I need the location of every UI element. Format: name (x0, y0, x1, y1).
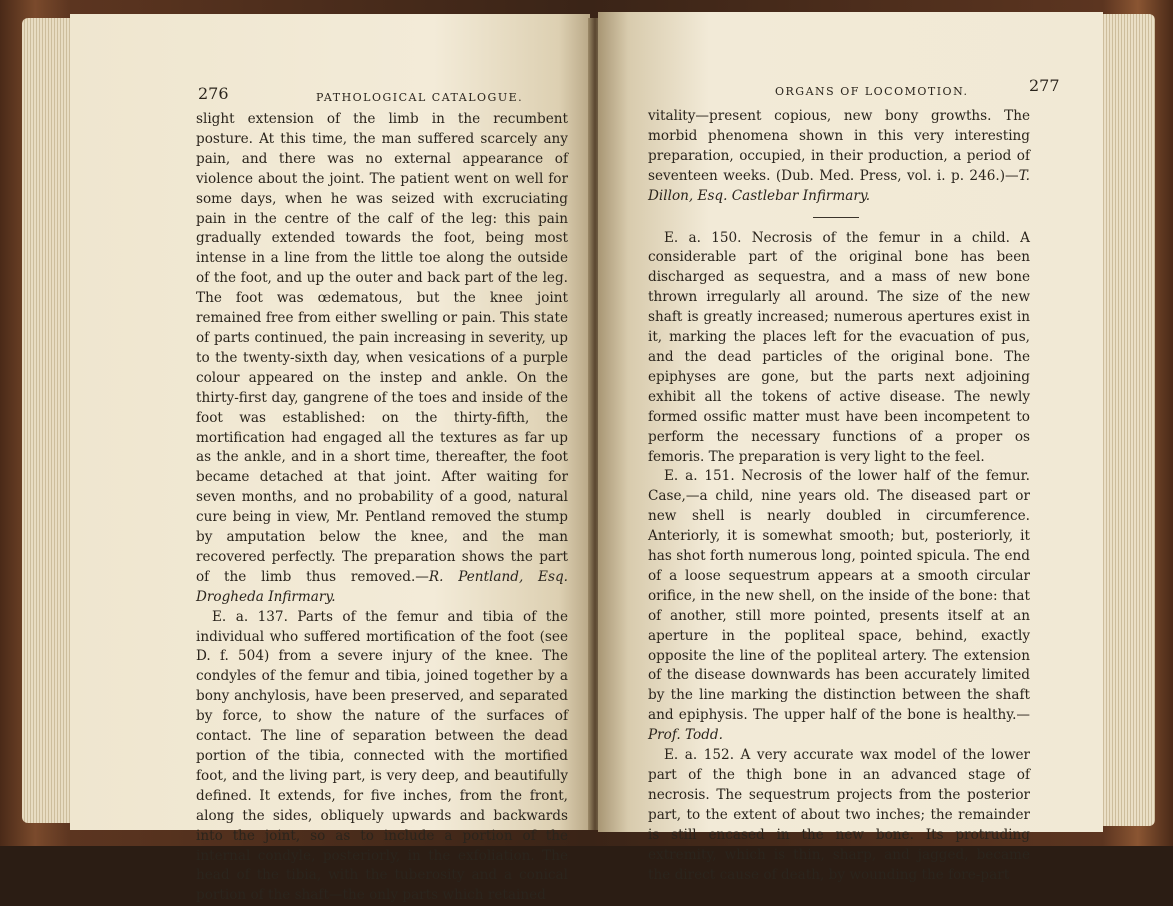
left-page (70, 14, 590, 904)
separator (648, 207, 1030, 229)
paragraph: vitality—present copious, new bony growths. The morbid phenomena shown in this very interesting preparation, occupied, in their production, a period of seventeen weeks. (Dub. Med. Press, vol. i. p. 246.)—T. Dillon, Esq. Castlebar Infirmary. (648, 108, 1030, 204)
paragraph-e-a-137: E. a. 137. Parts of the femur and tibia of the individual who suffered mortification of the foot (see D. f. 504) from a severe injury of the knee. The condyles of the femur and tibia, joined together by a bony anchylosis, have been preserved, and separated by force, to show the nature of the surfaces of contact. The line of separation between the dead portion of the tibia, connected with the mortified foot, and the living part, is very deep, and beautifully defined. It extends, for five inches, from the front, along the sides, obliquely upwards and backwards into the joint, so as to include a portion of the internal condyle, posteriorly, in the exfoliation. The head of the tibia, with the tuberosity and a conical portion of the shaft—the only parts which retained (196, 608, 568, 904)
paragraph-e-a-152: E. a. 152. A very accurate wax model of the lower part of the thigh bone in an advanced stage of necrosis. The sequestrum projects from the posterior part, to the extent of about two inches; the remainder is still encased in the new bone. Its protruding extremity, which is thin, sharp, and jagged, became the direct cause of death, by wounding the fore-part (648, 747, 1030, 883)
running-head: ORGANS OF LOCOMOTION. (775, 85, 969, 98)
paragraph-e-a-151: E. a. 151. Necrosis of the lower half of the femur. Case,—a child, nine years old. The diseased part or new shell is nearly doubled in circumference. Anteriorly, it is somewhat smooth; but, posteriorly, it has shot forth numerous long, pointed spicula. The end of a loose sequestrum appears at a smooth circular orifice, in the new shell, on the inside of the bone: that of another, still more pointed, presents itself at an aperture in the popliteal space, behind, exactly opposite the line of the popliteal artery. The extension of the disease downwards has been accurately limited by the line marking the distinction between the shaft and epiphysis. The upper half of the bone is healthy.—Prof. Todd. (648, 468, 1030, 744)
section-rule (813, 217, 859, 218)
left-page-text (196, 110, 568, 906)
paragraph-e-a-150: E. a. 150. Necrosis of the femur in a child. A considerable part of the original bone has been discharged as sequestra, and a mass of new bone thrown irregularly all around. The size of the new shaft is greatly increased; numerous apertures exist in it, marking the places left for the evacuation of pus, and the dead particles of the original bone. The epiphyses are gone, but the parts next adjoining exhibit all the tokens of active disease. The newly formed ossific matter must have been incompetent to perform the necessary functions of a proper os femoris. The preparation is very light to the feel. (648, 229, 1030, 465)
right-page-text (648, 107, 1030, 885)
page-number: 276 (198, 84, 229, 103)
right-page (598, 12, 1103, 883)
page-number: 277 (1029, 76, 1060, 95)
credit: T. Dillon, Esq. Castlebar Infirmary. (648, 167, 1030, 204)
credit: R. Pentland, Esq. Drogheda Infirmary. (196, 568, 568, 605)
running-head: PATHOLOGICAL CATALOGUE. (316, 91, 524, 104)
paragraph: slight extension of the limb in the recumbent posture. At this time, the man suffered scarcely any pain, and there was no external appearance of violence about the joint. The patient went on well for some days, when he was seized with excruciating pain in the centre of the calf of the leg: this pain gradually extended towards the foot, being most intense in a line from the little toe along the outside of the foot, and up the outer and back part of the leg. The foot was œdematous, but the knee joint remained free from either swelling or pain. This state of parts continued, the pain increasing in severity, up to the twenty-sixth day, when vesications of a purple colour appeared on the instep and ankle. On the thirty-first day, gangrene of the toes and inside of the foot was established: on the thirty-fifth, the mortification had engaged all the textures as far up as the ankle, and in a short time, thereafter, the foot became detached at that joint. After waiting for seven months, and no probability of a good, natural cure being in view, Mr. Pentland removed the stump by amputation below the knee, and the man recovered perfectly. The preparation shows the part of the limb thus removed.—R. Pentland, Esq. Drogheda Infirmary. (196, 111, 568, 605)
credit: Prof. Todd. (648, 727, 723, 744)
